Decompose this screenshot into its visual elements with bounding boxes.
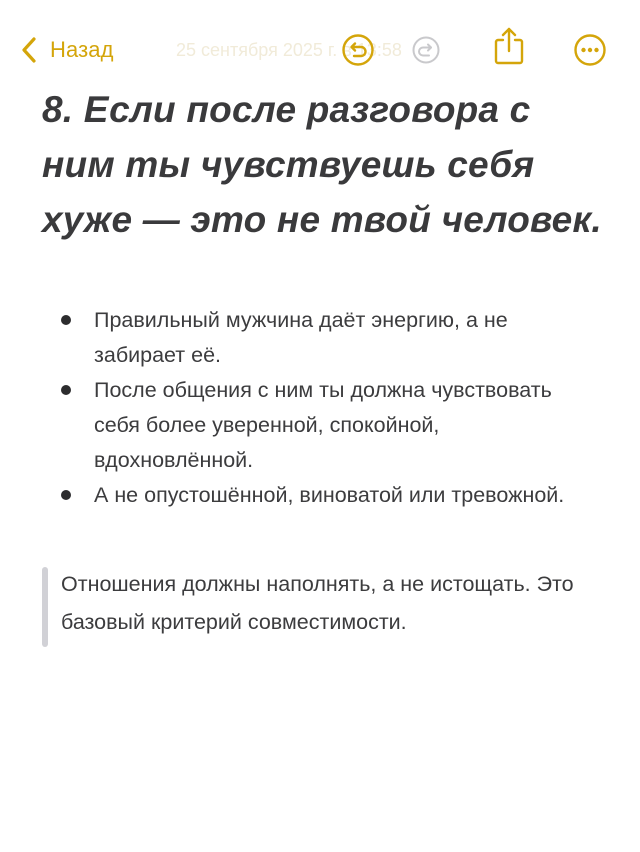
chevron-left-icon xyxy=(18,34,42,66)
bullet-icon xyxy=(61,315,71,325)
bullet-icon xyxy=(61,490,71,500)
navigation-bar xyxy=(0,22,640,78)
redo-icon xyxy=(411,35,441,65)
list-item xyxy=(42,373,602,478)
block-quote xyxy=(42,565,581,641)
list-item-text: А не опустошённой, виноватой или тревожной. xyxy=(94,483,565,507)
block-quote-text: Отношения должны наполнять, а не истощать. Это базовый критерий совместимости. xyxy=(61,572,574,634)
list-item xyxy=(42,478,602,513)
more-icon xyxy=(573,33,607,67)
list-item-text: После общения с ним ты должна чувствовать себя более уверенной, спокойной, вдохновлённой. xyxy=(94,378,552,472)
bullet-list xyxy=(42,303,602,513)
note-heading: 8. Если после разговора с ним ты чувствуешь себя хуже — это не твой человек. xyxy=(42,89,602,240)
share-button[interactable] xyxy=(491,28,527,64)
quote-bar xyxy=(42,567,48,647)
back-button[interactable] xyxy=(18,34,114,66)
redo-button[interactable] xyxy=(408,32,444,68)
note-date: 25 сентября 2025 г. в 13:58 xyxy=(176,40,402,60)
share-icon xyxy=(491,25,527,67)
note-body[interactable] xyxy=(42,82,602,641)
undo-icon xyxy=(341,33,375,67)
bullet-icon xyxy=(61,385,71,395)
more-button[interactable] xyxy=(572,32,608,68)
list-item-text: Правильный мужчина даёт энергию, а не забирает её. xyxy=(94,308,508,367)
undo-button[interactable] xyxy=(340,32,376,68)
list-item xyxy=(42,303,602,373)
back-label: Назад xyxy=(50,37,114,62)
